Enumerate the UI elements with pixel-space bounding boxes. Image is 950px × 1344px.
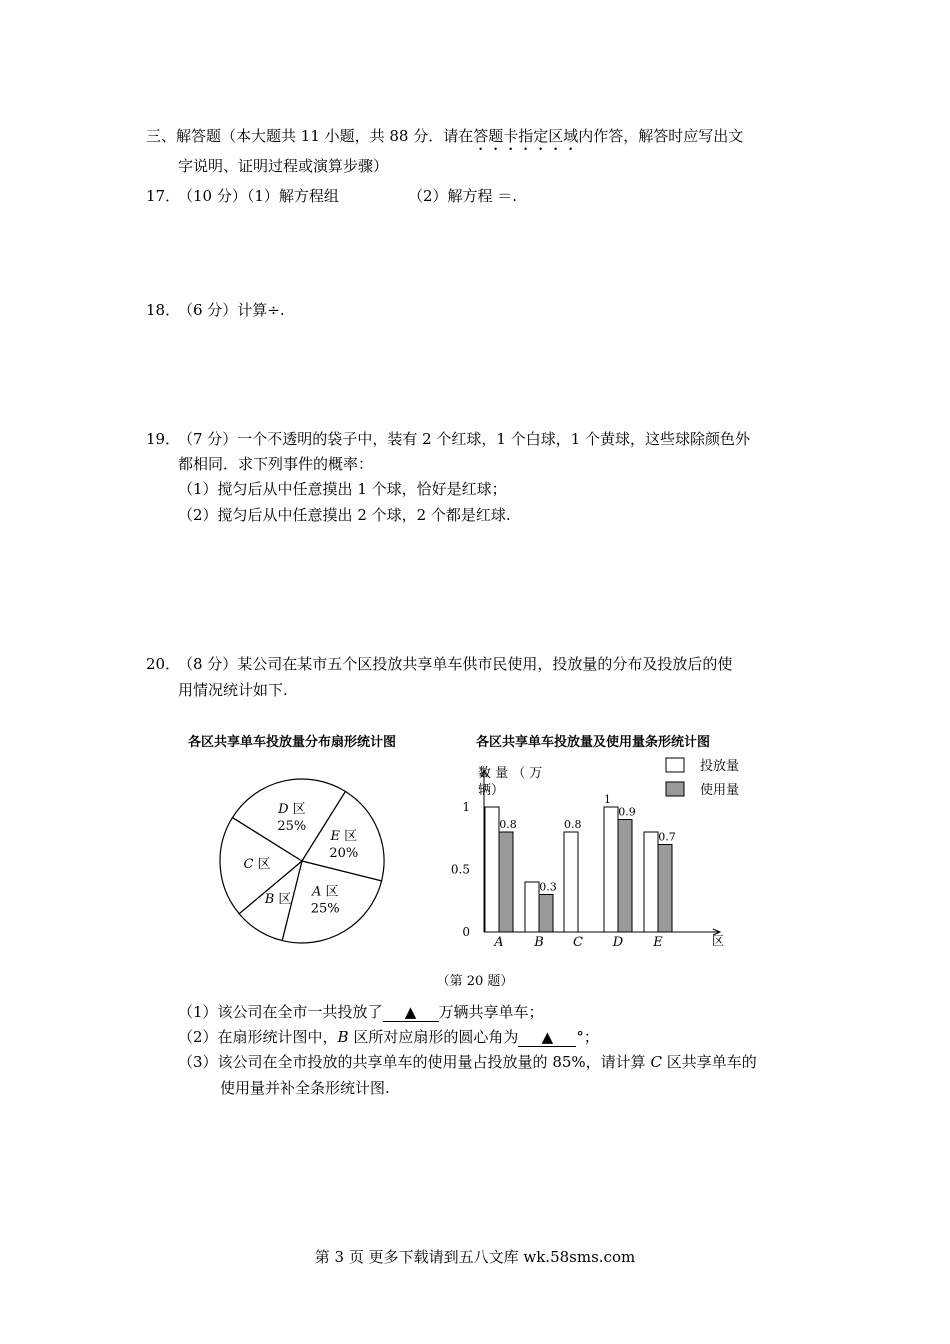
bar-usage-d (618, 820, 632, 933)
pie-chart-title: 各区共享单车投放量分布扇形统计图 (188, 735, 397, 750)
x-tick-label-e: E (653, 935, 663, 950)
q18-number: 18． (146, 301, 181, 319)
pie-percent-e: 20% (329, 846, 359, 862)
y-axis-label: 数 量 （ 万 (478, 766, 543, 781)
page-footer: 第 3 页 更多下载请到五八文库 wk.58sms.com (314, 1248, 636, 1266)
q17-text-part2: （2）解方程 ＝. (408, 187, 518, 205)
q20-line2: 用情况统计如下. (178, 681, 288, 699)
pie-label-e: E 区 (330, 829, 358, 845)
section-heading-cont: 字说明、证明过程或演算步骤） (178, 157, 389, 175)
q19-part2: （2）搅匀后从中任意摸出 2 个球，2 个都是红球. (178, 506, 511, 524)
y-axis-label-cont: 辆） (478, 783, 505, 798)
bar-value-label: 0.9 (618, 805, 636, 819)
y-tick-label: 0.5 (450, 862, 470, 877)
bar-usage-b (539, 895, 553, 933)
bar-value-label: 0.7 (658, 830, 676, 844)
q20-part3-cont: 使用量并补全条形统计图. (220, 1079, 390, 1097)
x-tick-label-b: B (534, 935, 544, 950)
x-tick-label-a: A (494, 935, 504, 950)
bar-usage-a (499, 832, 513, 932)
legend-label-usage: 使用量 (700, 783, 740, 798)
bar-value-label: 0.8 (564, 818, 582, 831)
bar-deployed-d (604, 807, 618, 932)
bar-chart (440, 750, 740, 955)
bar-deployed-c (564, 832, 578, 932)
answer-blank-2[interactable]: ▲ (518, 1028, 576, 1047)
legend-swatch-usage (666, 782, 684, 796)
bar-chart-title: 各区共享单车投放量及使用量条形统计图 (476, 735, 711, 750)
x-axis-label: 区 (712, 934, 725, 948)
bar-deployed-a (485, 807, 499, 932)
q17-text: （10 分）（1）解方程组 (178, 187, 339, 205)
pie-label-d: D 区 (278, 802, 306, 818)
section-heading: 三、解答题（本大题共 11 小题，共 88 分．请在答题卡指定区域内作答，解答时应写出文 (146, 127, 744, 145)
q19-line1: （7 分）一个不透明的袋子中，装有 2 个红球，1 个白球，1 个黄球，这些球除颜色外 (178, 430, 751, 448)
q20-part3: （3）该公司在全市投放的共享单车的使用量占投放量的 85%，请计算 C 区共享单车的 (178, 1053, 757, 1071)
x-tick-label-c: C (573, 935, 583, 950)
q20-part2: （2）在扇形统计图中，B 区所对应扇形的圆心角为 ▲ °； (178, 1028, 599, 1046)
q19-part1: （1）搅匀后从中任意摸出 1 个球，恰好是红球； (178, 480, 507, 498)
q19-line2: 都相同．求下列事件的概率： (178, 455, 374, 473)
legend-label-deployed: 投放量 (700, 759, 740, 774)
y-tick-label: 0 (462, 925, 470, 939)
bar-value-label: 0.3 (539, 880, 557, 894)
section-heading-emphasis: 答题卡指定区域 (473, 127, 579, 145)
y-tick-label: 1 (462, 800, 470, 814)
bar-deployed-b (525, 882, 539, 932)
pie-percent-d: 25% (277, 819, 307, 835)
q18-text: （6 分）计算÷. (178, 301, 285, 319)
bar-value-label: 1 (604, 793, 611, 806)
bar-value-label: 0.8 (499, 818, 517, 831)
answer-blank-1[interactable]: ▲ (383, 1003, 439, 1022)
q17-number: 17． (146, 187, 181, 205)
pie-label-a: A 区 (311, 884, 339, 900)
q20-number: 20． (146, 655, 181, 673)
pie-label-b: B 区 (264, 892, 292, 908)
q20-part1: （1）该公司在全市一共投放了 ▲ 万辆共享单车； (178, 1003, 544, 1021)
bar-deployed-e (644, 832, 658, 932)
legend-swatch-deployed (666, 758, 684, 772)
figure-caption: （第 20 题） (436, 974, 514, 989)
x-tick-label-d: D (612, 935, 624, 950)
pie-chart (210, 770, 395, 955)
pie-percent-a: 25% (310, 901, 340, 917)
pie-label-c: C 区 (243, 857, 271, 873)
bar-usage-e (658, 845, 672, 933)
q19-number: 19． (146, 430, 181, 448)
q20-line1: （8 分）某公司在某市五个区投放共享单车供市民使用，投放量的分布及投放后的使 (178, 655, 733, 673)
